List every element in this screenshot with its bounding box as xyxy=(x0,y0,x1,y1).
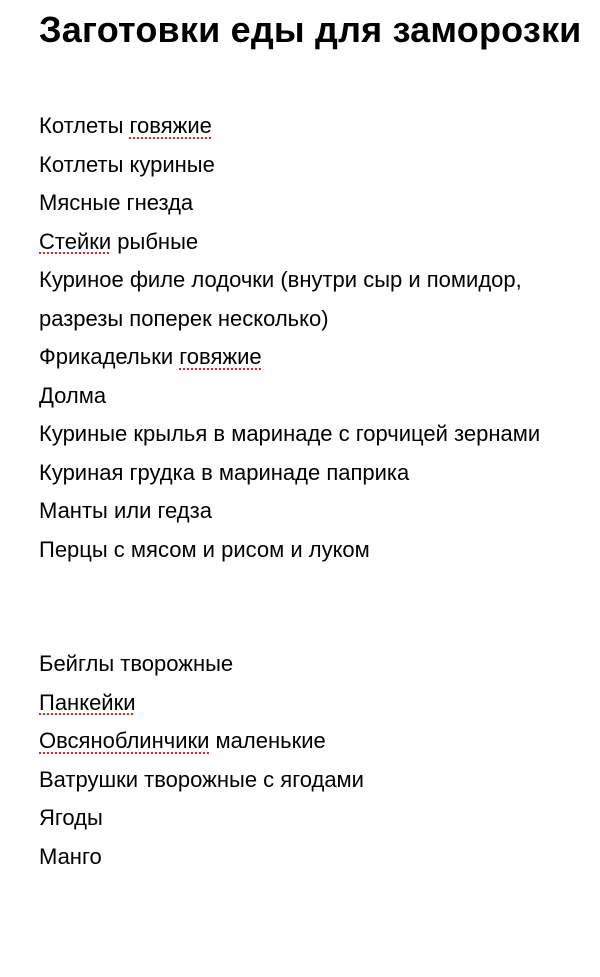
list-item[interactable]: Овсяноблинчики маленькие xyxy=(39,728,326,753)
list-item[interactable]: Котлеты говяжие xyxy=(39,113,212,138)
list-item[interactable]: Стейки рыбные xyxy=(39,228,199,254)
list-item[interactable]: Бейглы творожные xyxy=(39,651,234,676)
spellcheck-flagged-word[interactable]: Стейки xyxy=(39,228,112,254)
breakfast-list xyxy=(39,645,584,876)
list-item[interactable] xyxy=(39,684,584,723)
list-item[interactable]: Котлеты куриные xyxy=(39,151,215,177)
list-item[interactable]: Куриная грудка в маринаде паприка xyxy=(39,459,410,485)
spellcheck-flagged-word[interactable]: Овсяноблинчики xyxy=(39,728,210,753)
meat-list xyxy=(39,107,584,569)
note-body[interactable] xyxy=(39,0,584,876)
spellcheck-flagged-word[interactable]: Панкейки xyxy=(39,689,136,715)
list-item[interactable]: Ватрушки творожные с ягодами xyxy=(39,766,364,792)
list-item[interactable]: Мясные гнезда xyxy=(39,190,194,215)
list-item[interactable]: Долма xyxy=(39,382,107,408)
list-item[interactable]: Куриные крылья в маринаде с горчицей зернами xyxy=(39,421,541,446)
spellcheck-flagged-word[interactable]: говяжие xyxy=(129,113,212,138)
list-item[interactable]: Перцы с мясом и рисом и луком xyxy=(39,536,370,562)
spellcheck-flagged-word[interactable]: говяжие xyxy=(179,344,262,369)
list-item[interactable]: Манго xyxy=(39,843,102,869)
list-item[interactable]: Манты или гедза xyxy=(39,498,212,523)
list-item[interactable]: Фрикадельки говяжие xyxy=(39,344,262,369)
list-item[interactable]: Ягоды xyxy=(39,805,103,830)
list-item[interactable]: Куриное филе лодочки (внутри сыр и помидор, разрезы поперек несколько) xyxy=(39,267,522,331)
note-title[interactable]: Заготовки еды для заморозки xyxy=(39,9,582,50)
